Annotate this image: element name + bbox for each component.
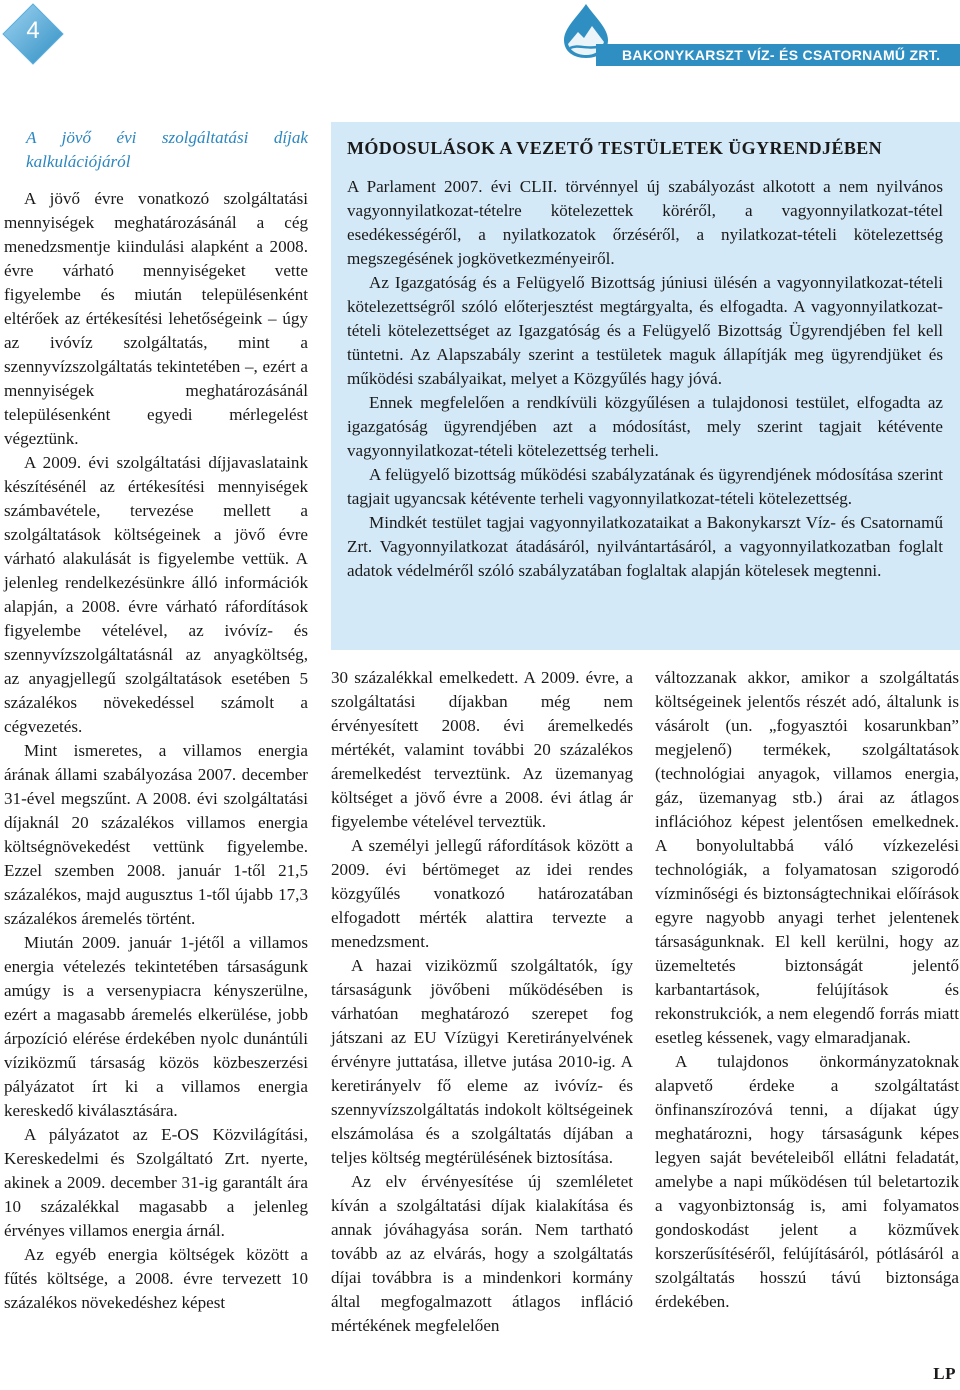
page-header bbox=[0, 0, 960, 100]
left-paragraph: Mint ismeretes, a villamos energia árának állami szabályozása 2007. december 31-ével megszűnt. A 2008. évi szolgáltatási díjaknál 20 százalékos villamos energia költségnövekedést vettünk figyelembe. Ezzel szemben 2008. január 1-től 21,5 százalékos, majd augusztus 1-től újabb 17,3 százalékos áremelés történt. bbox=[4, 741, 308, 928]
box-paragraph: Az Igazgatóság és a Felügyelő Bizottság júniusi ülésén a vagyonnyilatkozat-tételi kötelezettségről szóló előterjesztést megtárgyalta, és elfogadta. A vagyonnyilatkozat- tételi kötelezettséget az Igazgatóság és a Felügyelő Bizottság Ügyrendjében fel kell tüntetni. Az Alapszabály szerint a testületek maguk állapítják meg ügyrendjüket és működési szabályaikat, melyet a Közgyűlés hagy jóvá. bbox=[347, 273, 943, 388]
box-paragraph: A Parlament 2007. évi CLII. törvénnyel új szabályozást alkotott a nem nyilvános vagyonnyilatkozat-tételre kötelezettek köréről, a vagyonnyilatkozat-tétel esedékességéről, a nyilatkozatok őrzéséről, a nyilatkozat-tételi kötelezettség megszegésének jogkövetkezményeiről. bbox=[347, 177, 943, 268]
box-body bbox=[347, 175, 943, 583]
middle-paragraph: A személyi jellegű ráfordítások között a 2009. évi bértömeget az idei rendes közgyűlés vonatkozó határozatában elfogadott mérték alattira tervezte a menedzsment. bbox=[331, 836, 633, 951]
amendments-box bbox=[331, 122, 960, 650]
right-paragraph: A tulajdonos önkormányzatoknak alapvető érdeke a szolgáltatást önfinanszírozóvá tenni, a díjakat úgy meghatározni, hogy társaságunk képes legyen saját bevételeiből ellátni feladatát, amelybe a napi működésen túl beletartozik a vagyonbiztonság is, ami folyamatos gondoskodást jelent a közművek korszerűsítéséről, felújításáról, pótlásáról a szolgáltatás hosszú távú biztonsága érdekében. bbox=[655, 1052, 959, 1311]
middle-column bbox=[331, 666, 633, 1338]
right-column bbox=[655, 666, 959, 1314]
company-name: BAKONYKARSZT VÍZ- ÉS CSATORNAMŰ ZRT. bbox=[622, 47, 941, 63]
left-paragraph: A jövő évre vonatkozó szolgáltatási mennyiségek meghatározásánál a cég menedzsmentje kiindulási alapként a 2008. évre várható mennyiségeket vette figyelembe és miután településenként eltérőek az értékesítési lehetőségeink – úgy az ivóvíz szolgáltatás, mint a szennyvízszolgáltatás tekintetében –, ezért a mennyiségek meghatározásánál településenként egyedi mérlegelést végeztünk. bbox=[4, 189, 308, 448]
box-paragraph: A felügyelő bizottság működési szabályzatának és ügyrendjének módosítása szerint tagjait ugyancsak kétévente terheli vagyonnyilatkozat-tételi kötelezettség. bbox=[347, 465, 943, 508]
box-heading: MÓDOSULÁSOK A VEZETŐ TESTÜLETEK ÜGYRENDJÉBEN bbox=[347, 138, 883, 158]
left-paragraph: Miután 2009. január 1-jétől a villamos energia vételezés tekintetében társaságunk amúgy is a versenypiacra kényszerülne, ezért a magasabb áremelés elkerülése, jobb árpozíció elérése érdekében nyolc dunántúli víziközmű társaság közös közbeszerzési pályázatot írt ki a villamos energia kereskedő kiválasztására. bbox=[4, 933, 308, 1120]
middle-paragraph: A hazai viziközmű szolgáltatók, így társaságunk jövőbeni működésében is várhatóan meghatározó szerepet fog játszani az EU Vízügyi Keretirányelvének érvényre juttatása, illetve jutása 2010-ig. A keretirányelv fő eleme az ivóvíz- és szennyvízszolgáltatás indokolt költségeinek elszámolása és a szolgáltatás díjában a teljes költség megtérülésének biztosítása. bbox=[331, 956, 633, 1167]
left-paragraph: A 2009. évi szolgáltatási díjjavaslataink készítésénél az értékesítési mennyiségek számbavétele, tervezése mellett a szolgáltatások költségeinek a jövő évre várható alakulását is figyelembe vettük. A jelenleg rendelkezésünkre álló információk alapján, a 2008. évre várható ráfordítások figyelembe vételével, az ivóvíz- és szennyvízszolgáltatásnál az anyagköltség, az anyagjellegű szolgáltatások esetében 5 százalékos növekedéssel számolt a cégvezetés. bbox=[4, 453, 308, 736]
left-column-heading: A jövő évi szolgáltatási díjak kalkulációjáról bbox=[26, 128, 308, 171]
left-column bbox=[4, 126, 308, 1315]
middle-paragraph: 30 százalékkal emelkedett. A 2009. évre, a szolgáltatási díjakban még nem érvényesített 2008. évi áremelkedés mértékét, valamint további 20 százalékos áremelkedést terveztünk. Az üzemanyag költséget a jövő évre a 2008. évi átlag ár figyelembe vételével terveztük. bbox=[331, 668, 633, 831]
author-signature: LP bbox=[933, 1364, 956, 1383]
left-paragraph: Az egyéb energia költségek között a fűtés költsége, a 2008. évre tervezett 10 százalékos növekedéshez képest bbox=[4, 1245, 308, 1312]
box-paragraph: Ennek megfelelően a rendkívüli közgyűlésen a tulajdonosi testület, elfogadta az igazgatóság ügyrendjében azt a módosítást, mely szerint tagjait kétévente vagyonnyilatkozat-tételi kötelezettség terheli. bbox=[347, 393, 943, 460]
middle-paragraph: Az elv érvényesítése új szemléletet kíván a szolgáltatási díjak kialakítása és annak jóváhagyása során. Nem tartható tovább az az elvárás, hogy a szolgáltatás díjai továbbra is a mindenkori kormány által megfogalmazott átlagos infláció mértékének megfelelően bbox=[331, 1172, 633, 1335]
page-number: 4 bbox=[26, 17, 40, 44]
company-name-bar bbox=[596, 44, 960, 66]
page-number-badge bbox=[2, 3, 64, 65]
box-paragraph: Mindkét testület tagjai vagyonnyilatkozataikat a Bakonykarszt Víz- és Csatornamű Zrt. Vagyonnyilatkozat átadásáról, nyilvántartásáról, a vagyonnyilatkozatban foglalt adatok védelméről szóló szabályzatában foglaltak alapján kötelesek megtenni. bbox=[347, 513, 943, 580]
right-paragraph: változzanak akkor, amikor a szolgáltatás költségeinek jelentős részét adó, általunk is vásárolt (un. „fogyasztói kosarunkban” megjelenő) termékek, szolgáltatások (technológiai anyagok, villamos energia, gáz, üzemanyag stb.) árai az átlagos inflációhoz képest jelentősen emelkednek. A bonyolultabbá váló vízkezelési technológiák, a folyamatosan szigorodó vízminőségi és biztonságtechnikai előírások egyre nagyobb anyagi terhet jelentenek társaságunknak. El kell kerülni, hogy az üzemeltetés biztonságát jelentő karbantartások, felújítások és rekonstrukciók, a nem elegendő forrás miatt esetleg késsenek, vagy elmaradjanak. bbox=[655, 668, 959, 1047]
left-paragraph: A pályázatot az E-OS Közvilágítási, Kereskedelmi és Szolgáltató Zrt. nyerte, akinek a 2009. december 31-ig garantált ára 10 százalékkal magasabb a jelenleg érvényes villamos energia árnál. bbox=[4, 1125, 308, 1240]
